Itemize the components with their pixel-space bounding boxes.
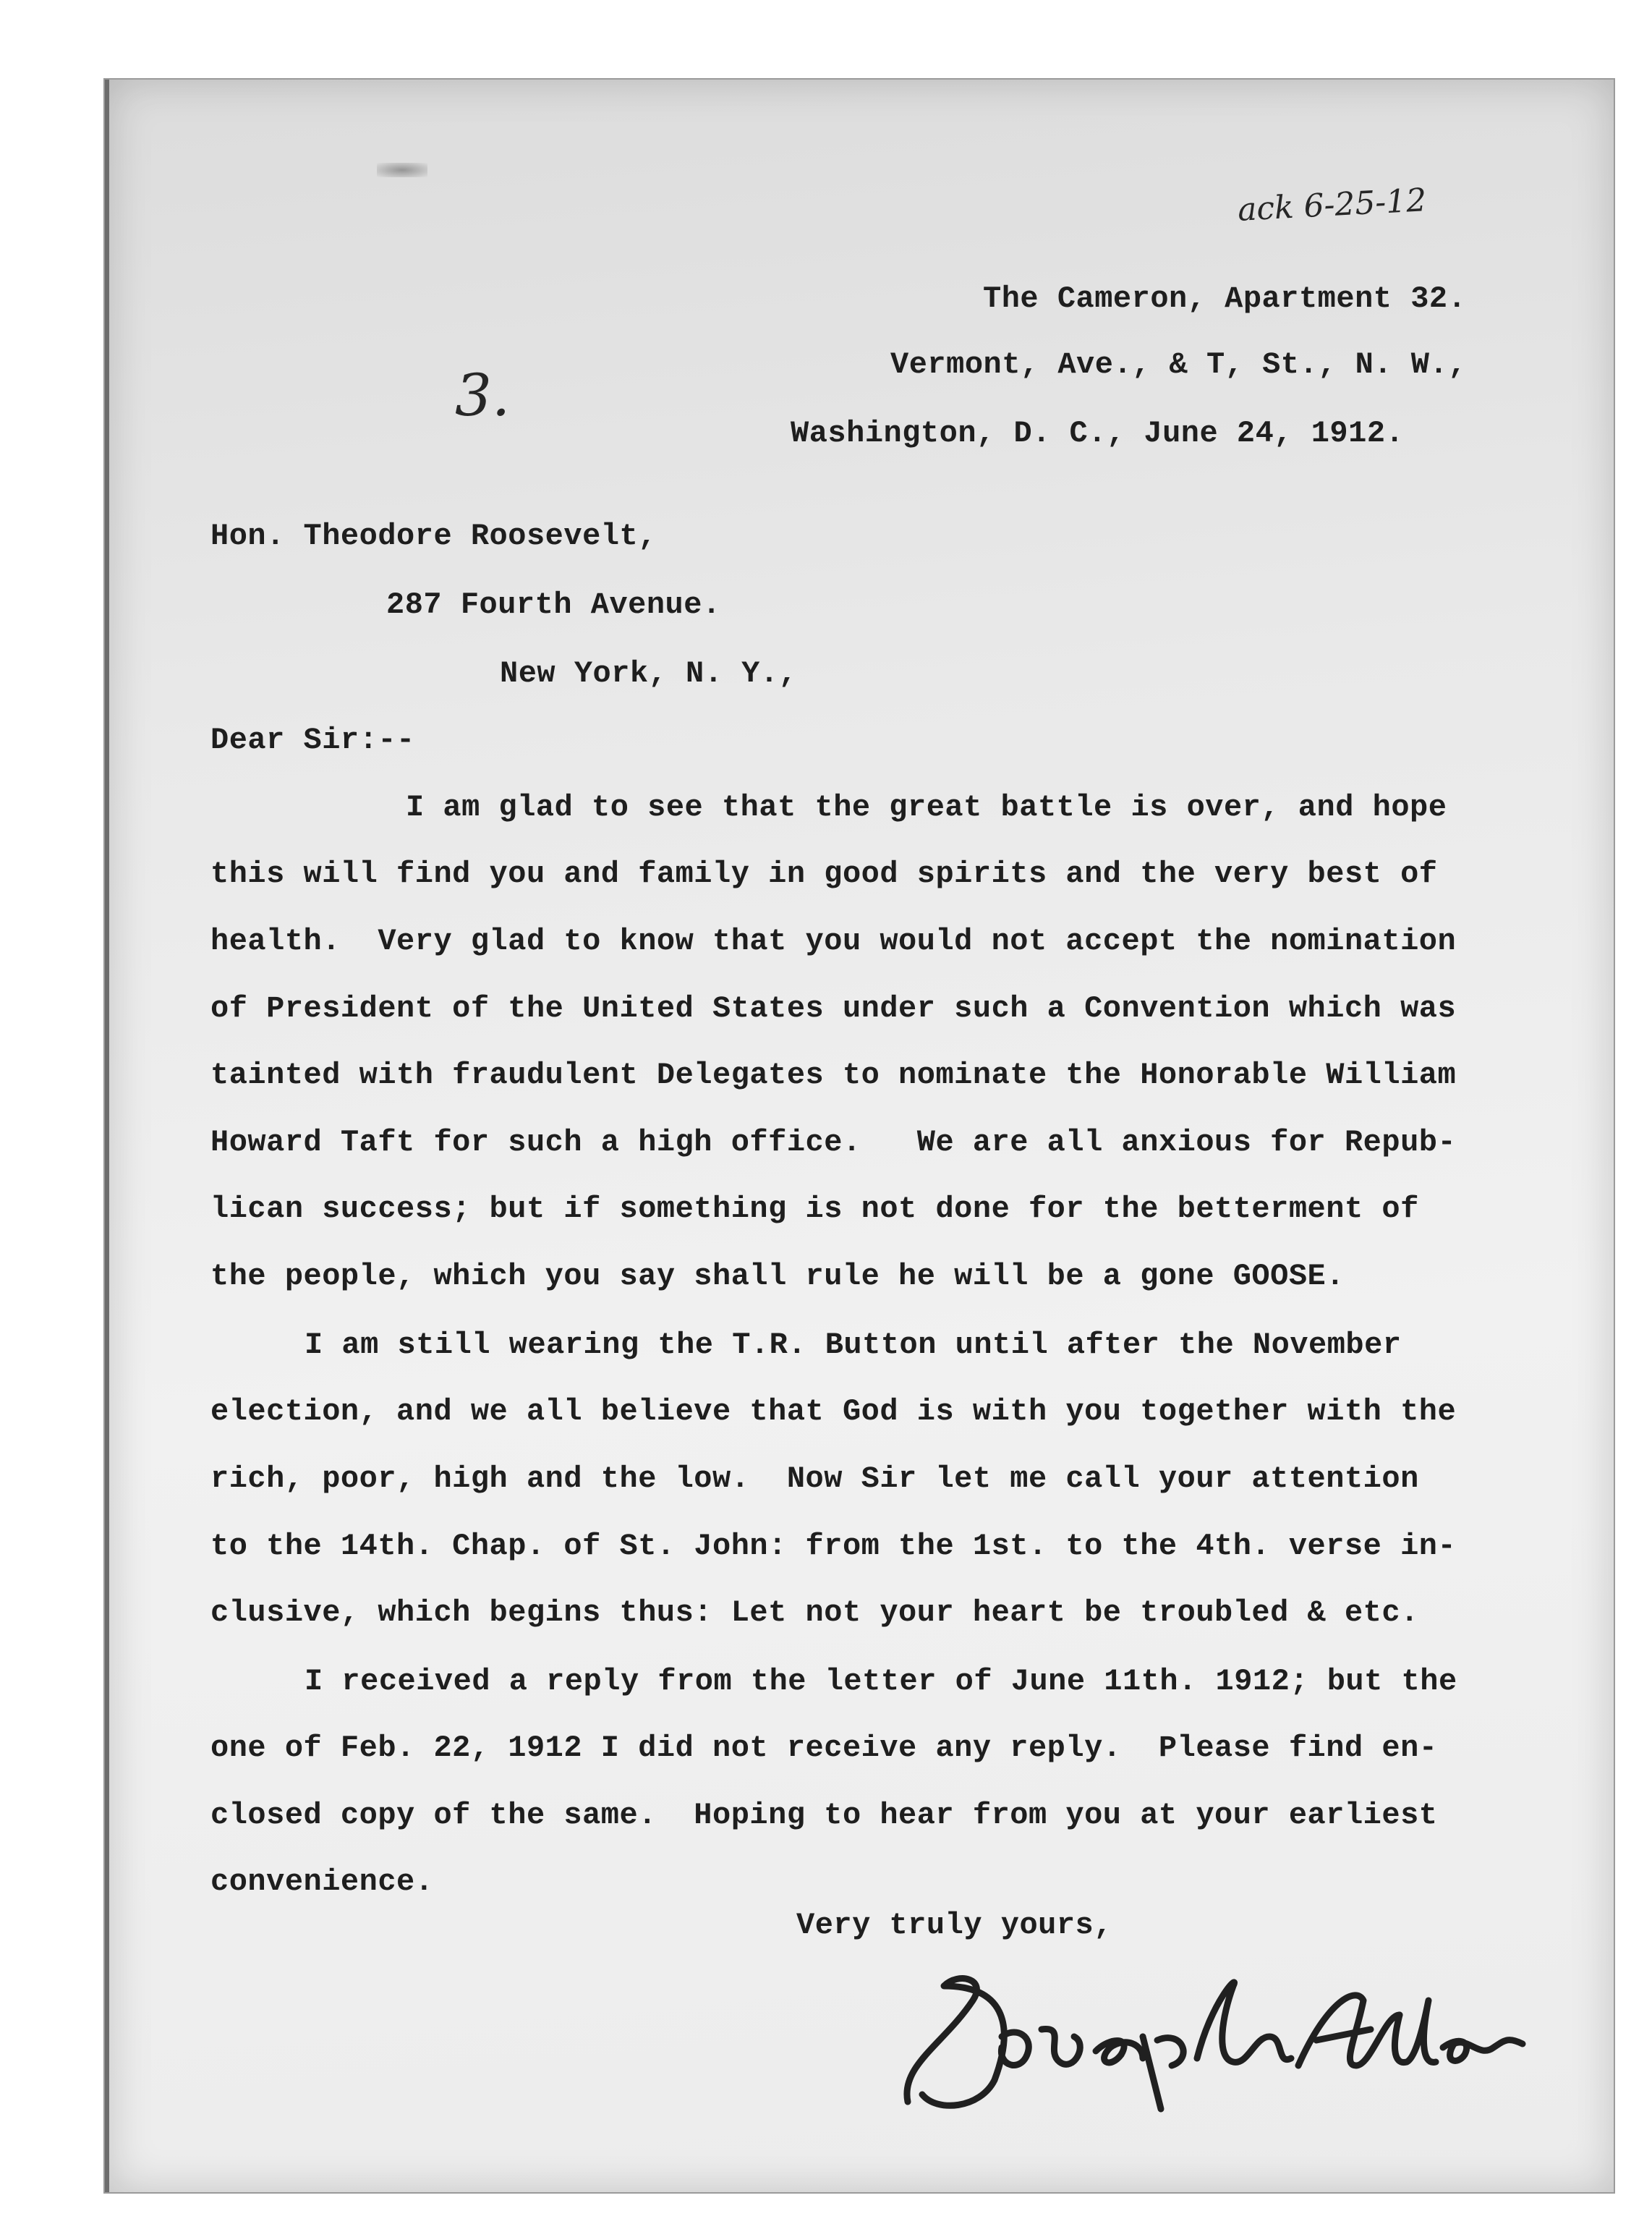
body-line: election, and we all believe that God is with you together with the: [210, 1394, 1457, 1429]
sender-address-line-1: The Cameron, Apartment 32.: [983, 281, 1467, 316]
body-line: clusive, which begins thus: Let not your heart be troubled & etc.: [210, 1595, 1419, 1630]
recipient-city: New York, N. Y.,: [500, 656, 798, 691]
body-line: I am still wearing the T.R. Button until after the November: [305, 1328, 1402, 1362]
body-line: rich, poor, high and the low. Now Sir let me call your attention: [210, 1461, 1419, 1496]
body-line: tainted with fraudulent Delegates to nominate the Honorable William: [210, 1058, 1457, 1092]
page-number: 3.: [455, 362, 511, 429]
handwritten-signature: [893, 1957, 1544, 2123]
body-line: one of Feb. 22, 1912 I did not receive any reply. Please find en-: [210, 1731, 1438, 1765]
closing: Very truly yours,: [796, 1908, 1112, 1943]
recipient-name: Hon. Theodore Roosevelt,: [210, 519, 657, 553]
body-line: the people, which you say shall rule he will be a gone GOOSE.: [210, 1259, 1345, 1294]
body-line: convenience.: [210, 1864, 434, 1899]
letter-page: [105, 80, 1614, 2192]
body-line: lican success; but if something is not done for the betterment of: [210, 1192, 1419, 1226]
paper-stain: [377, 163, 427, 177]
salutation: Dear Sir:--: [210, 723, 415, 757]
sender-address-line-2: Vermont, Ave., & T, St., N. W.,: [890, 347, 1467, 382]
body-line: of President of the United States under such a Convention which was: [210, 991, 1457, 1026]
body-line: Howard Taft for such a high office. We are all anxious for Repub-: [210, 1125, 1457, 1160]
body-line: I am glad to see that the great battle is over, and hope: [406, 790, 1447, 825]
recipient-street: 287 Fourth Avenue.: [386, 587, 721, 622]
body-line: closed copy of the same. Hoping to hear from you at your earliest: [210, 1798, 1438, 1833]
body-line: to the 14th. Chap. of St. John: from the 1st. to the 4th. verse in-: [210, 1529, 1457, 1563]
received-annotation: ack 6-25-12: [1236, 182, 1428, 229]
body-line: this will find you and family in good spirits and the very best of: [210, 857, 1438, 891]
letter-date: Washington, D. C., June 24, 1912.: [791, 416, 1405, 451]
body-line: health. Very glad to know that you would not accept the nomination: [210, 924, 1457, 959]
body-line: I received a reply from the letter of June 11th. 1912; but the: [305, 1664, 1457, 1699]
